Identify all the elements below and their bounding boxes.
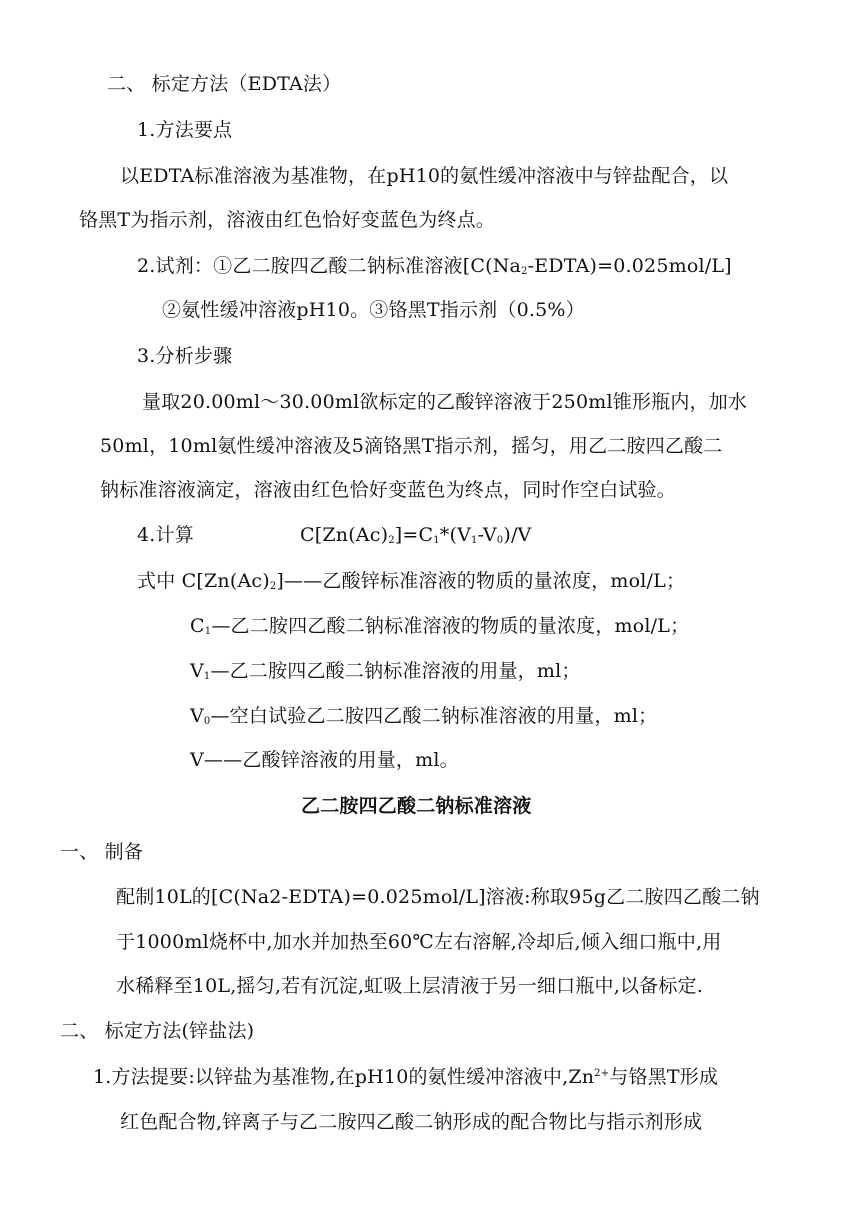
formula-sub-a: 2 — [388, 535, 395, 546]
document-title: 乙二胺四乙酸二钠标准溶液 — [301, 795, 532, 817]
legend4-a: V — [190, 705, 204, 727]
method-line1 — [93, 1065, 718, 1089]
legend4-b: —空白试验乙二胺四乙酸二钠标准溶液的用量，ml； — [210, 705, 658, 727]
calc-formula — [300, 523, 531, 547]
legend4-sub: 0 — [203, 716, 211, 727]
method-line2: 红色配合物,锌离子与乙二胺四乙酸二钠形成的配合物比与指示剂形成 — [120, 1111, 703, 1133]
formula-part-e: )/V — [503, 524, 532, 546]
section-heading-calibration-edta: 二、 标定方法（EDTA法） — [107, 73, 342, 95]
item1-text-line2: 铬黑T为指示剂，溶液由红色恰好变蓝色为终点。 — [79, 209, 496, 231]
item2-sub: 2 — [521, 266, 528, 277]
formula-sub-d: 0 — [496, 535, 504, 546]
prep-line1: 配制10L的[C(Na2-EDTA)=0.025mol/L]溶液:称取95g乙二胺四乙酸二钠 — [116, 886, 760, 908]
legend1-a: 式中 C[Zn(Ac) — [137, 570, 270, 592]
legend3-b: —乙二胺四乙酸二钠标准溶液的用量，ml； — [210, 660, 581, 682]
item3-heading: 3.分析步骤 — [137, 345, 233, 367]
formula-part-a: C[Zn(Ac) — [300, 524, 389, 546]
section-heading-preparation: 一、 制备 — [60, 841, 144, 863]
legend-line5: V——乙酸锌溶液的用量，ml。 — [190, 749, 459, 771]
item2-reagents-line1 — [137, 254, 732, 278]
item1-text-line1: 以EDTA标准溶液为基准物，在pH10的氨性缓冲溶液中与锌盐配合，以 — [120, 165, 729, 187]
item1-heading: 1.方法要点 — [137, 119, 233, 141]
method-l1-a: 1.方法提要:以锌盐为基准物,在pH10的氨性缓冲溶液中,Zn — [93, 1066, 595, 1088]
formula-sub-b: 1 — [433, 535, 440, 546]
legend-line2 — [190, 614, 689, 638]
method-l1-b: 与铬黑T形成 — [609, 1066, 719, 1088]
legend2-a: C — [190, 615, 205, 637]
legend-line4 — [190, 704, 657, 728]
prep-line2: 于1000ml烧杯中,加水并加热至60℃左右溶解,冷却后,倾入细口瓶中,用 — [116, 931, 722, 953]
legend3-sub: 1 — [203, 671, 211, 682]
item2-suffix: -EDTA)=0.025mol/L] — [527, 255, 732, 277]
formula-part-d: -V — [477, 524, 497, 546]
method-l1-sup: 2+ — [594, 1068, 610, 1079]
legend1-sub: 2 — [269, 581, 277, 592]
prep-line3: 水稀释至10L,摇匀,若有沉淀,虹吸上层清液于另一细口瓶中,以备标定. — [116, 975, 703, 997]
legend2-b: —乙二胺四乙酸二钠标准溶液的物质的量浓度，mol/L； — [211, 615, 690, 637]
formula-part-c: *(V — [439, 524, 472, 546]
legend3-a: V — [190, 660, 204, 682]
legend1-b: ]——乙酸锌标准溶液的物质的量浓度，mol/L； — [276, 570, 686, 592]
item3-step-line3: 钠标准溶液滴定，溶液由红色恰好变蓝色为终点，同时作空白试验。 — [100, 479, 677, 501]
item2-prefix: 2.试剂：①乙二胺四乙酸二钠标准溶液[C(Na — [137, 255, 522, 277]
legend2-sub: 1 — [204, 626, 212, 637]
item2-reagents-line2: ②氨性缓冲溶液pH10。③铬黑T指示剂（0.5%） — [162, 299, 585, 321]
legend-line1 — [137, 569, 685, 593]
legend-line3 — [190, 659, 581, 683]
item3-step-line1: 量取20.00ml～30.00ml欲标定的乙酸锌溶液于250ml锥形瓶内，加水 — [142, 391, 748, 413]
formula-sub-c: 1 — [471, 535, 478, 546]
item3-step-line2: 50ml，10ml氨性缓冲溶液及5滴铬黑T指示剂，摇匀，用乙二胺四乙酸二 — [100, 435, 723, 457]
formula-part-b: ]=C — [394, 524, 434, 546]
section-heading-zinc-method: 二、 标定方法(锌盐法) — [60, 1020, 255, 1042]
item4-heading: 4.计算 — [137, 524, 194, 546]
